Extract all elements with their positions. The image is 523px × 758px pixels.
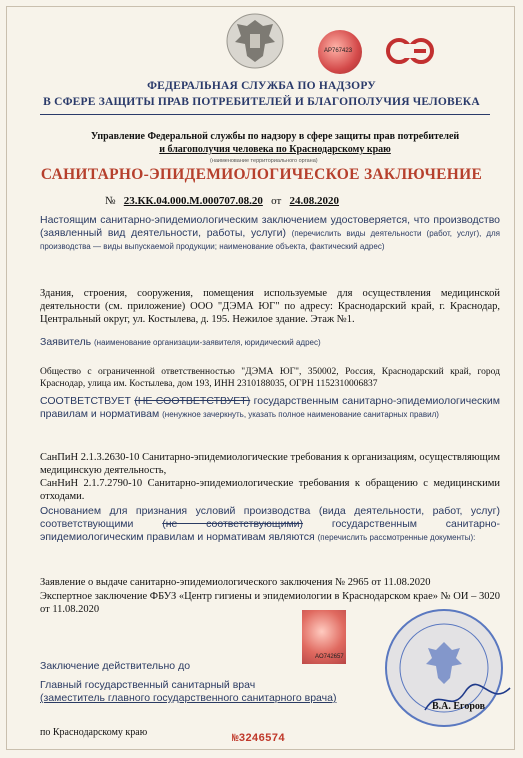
coat-of-arms-emblem <box>225 12 285 70</box>
department-line2: и благополучия человека по Краснодарскому краю <box>159 144 391 155</box>
rule-text: Санитарно-эпидемиологические требования к обращению с медицинскими отходами. <box>40 478 500 502</box>
rule-code: СанНиН 2.1.7.2790-10 <box>40 478 143 489</box>
conformity-rest: государственным санитарно-эпидемиологическим правилам и нормативам <box>40 395 500 420</box>
certifies-text: Настоящим санитарно-эпидемиологическим заключением удостоверяется, что производство (заявленный вид деятельности, работы, услуги) <box>40 214 500 239</box>
conformity-mark-logo <box>386 36 436 66</box>
certificate-number: 23.КК.04.000.М.000707.08.20 <box>123 195 263 207</box>
applicant-label: Заявитель <box>40 336 92 348</box>
applicant-value: Общество с ограниченной ответственностью "ДЭМА ЮГ", 350002, Россия, Краснодарский край, город Краснодар, улица им. Костылева, дом 193, ИНН 2310188035, ОГРН 1152310006837 <box>40 367 500 389</box>
certificate-date: 24.08.2020 <box>289 195 340 207</box>
basis-hint: (перечислить рассмотренные документы): <box>317 533 476 542</box>
signatory-title: Главный государственный санитарный врач <box>40 679 256 691</box>
handwritten-signature <box>420 680 515 720</box>
header-line2: В СФЕРЕ ЗАЩИТЫ ПРАВ ПОТРЕБИТЕЛЕЙ И БЛАГОПОЛУЧИЯ ЧЕЛОВЕКА <box>43 96 480 108</box>
rule-item <box>40 477 500 503</box>
department-hint: (наименование территориального органа) <box>210 158 318 164</box>
conformity-no-struck: (НЕ СООТВЕТСТВУЕТ) <box>134 395 251 407</box>
basis-text-a: Основанием для признания условий производства (вида деятельности, работ, услуг) соответствующими <box>40 505 500 530</box>
rule-item <box>40 451 500 477</box>
applicant-hint: (наименование организации-заявителя, юридический адрес) <box>94 338 321 347</box>
certifies-hint: (перечислить виды деятельности (работ, услуг), для производства — виды выпускаемой продукции; наименование объекта, фактический адрес) <box>40 229 501 251</box>
conformity-yes: СООТВЕТСТВУЕТ <box>40 395 131 407</box>
rule-code: СанПиН 2.1.3.2630-10 <box>40 452 140 463</box>
conformity-hint: (ненужное зачеркнуть, указать полное наименование санитарных правил) <box>162 410 439 419</box>
validity-label: Заключение действительно до <box>40 660 191 672</box>
conformity-statement <box>40 395 500 421</box>
header-rule <box>40 114 490 115</box>
document-item: Экспертное заключение ФБУЗ «Центр гигиены и эпидемиологии в Краснодарском крае» № ОИ – 3020 от 11.08.2020 <box>40 591 500 615</box>
number-prefix: № <box>105 195 116 207</box>
department-line1: Управление Федеральной службы по надзору в сфере защиты прав потребителей <box>90 131 460 142</box>
object-description: Здания, строения, сооружения, помещения используемые для осуществления медицинской деятельности (см. приложение) ООО "ДЭМА ЮГ" по адресу: Краснодарский край, г. Краснодар, Центральный округ, ул. Костылева, д. 195. Нежилое здание. Этаж №1. <box>40 288 500 325</box>
footer-region: по Краснодарскому краю <box>40 727 148 738</box>
basis-struck: (не соответствующими) <box>162 518 304 530</box>
header-line1: ФЕДЕРАЛЬНАЯ СЛУЖБА ПО НАДЗОРУ <box>147 80 376 92</box>
document-title: САНИТАРНО-ЭПИДЕМИОЛОГИЧЕСКОЕ ЗАКЛЮЧЕНИЕ <box>40 166 483 183</box>
applicant-label-line <box>40 336 500 349</box>
basis-paragraph <box>40 505 500 544</box>
certificate-number-line <box>105 195 339 207</box>
signatory-name: В.А. Егоров <box>432 701 486 712</box>
signatory-deputy: (заместитель главного государственного санитарного врача) <box>40 692 337 704</box>
date-from-label: от <box>271 195 282 207</box>
registration-number: №3246574 <box>232 733 285 745</box>
hologram-serial: AP767423 <box>324 48 353 54</box>
rule-text: Санитарно-эпидемиологические требования к организациям, осуществляющим медицинскую деятельность, <box>40 452 500 476</box>
certifies-paragraph <box>40 214 500 253</box>
basis-text-b: государственным санитарно-эпидемиологическим правилам и нормативам являются <box>40 518 501 543</box>
document-item: Заявление о выдаче санитарно-эпидемиологического заключения № 2965 от 11.08.2020 <box>40 577 431 588</box>
stamp-serial: AO742657 <box>315 654 344 660</box>
